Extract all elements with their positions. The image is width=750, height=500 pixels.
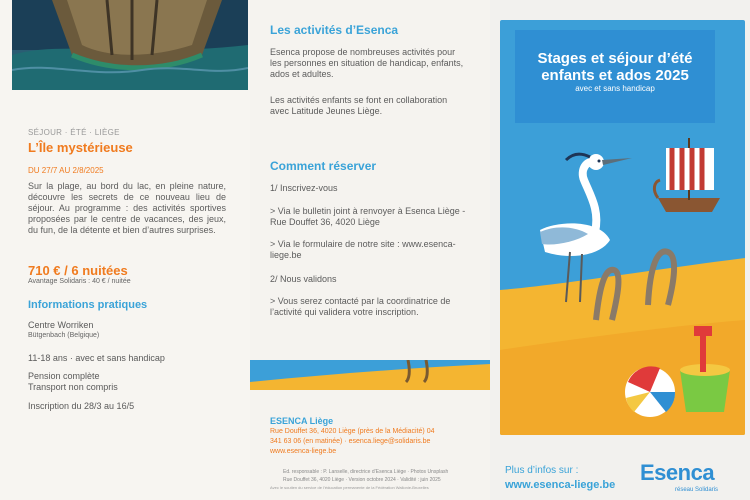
transport-info: Transport non compris (28, 382, 118, 392)
trip-description: Sur la plage, au bord du lac, en pleine nature, découvre les secrets de ce nouveau lieu de séjour. Au programme : des activités sportives proposées par le centre de vacances, des jeux, du fun, de la détente et bien d’autres surprises. (28, 181, 226, 235)
how-to-book-title: Comment réserver (270, 159, 377, 173)
cover-subtitle: avec et sans handicap (575, 84, 655, 93)
logo-wordmark: Esenca (640, 460, 715, 485)
activities-paragraph-2: Les activités enfants se font en collaboration avec Latitude Jeunes Liège. (270, 95, 448, 116)
step-2-detail: > Vous serez contacté par la coordinatrice de l’activité qui validera votre inscription. (270, 296, 451, 317)
board-info: Pension complète (28, 371, 100, 381)
place-name: Centre Worriken (28, 320, 94, 330)
cover-title-line-2: enfants et ados 2025 (541, 67, 689, 84)
activities-title: Les activités d’Esenca (270, 23, 399, 37)
age-info: 11-18 ans · avec et sans handicap (28, 353, 165, 363)
left-panel (0, 0, 250, 500)
more-info-label: Plus d’infos sur : (505, 465, 579, 476)
esenca-logo (640, 460, 735, 496)
step-1-option-a: > Via le bulletin joint à renvoyer à Esenca Liège - Rue Douffet 36, 4020 Liège (270, 206, 466, 227)
beach-strip-image (250, 360, 490, 390)
cover-title-box (515, 30, 715, 123)
trip-price: 710 € / 6 nuitées (28, 263, 128, 278)
legal-line-1: Ed. responsable : P. Lanselle, directrice d’Esenca Liège · Photos Unsplash (283, 469, 449, 475)
trip-dates: DU 27/7 AU 2/8/2025 (28, 166, 104, 175)
price-note: Avantage Solidaris : 40 € / nuitée (28, 278, 131, 285)
cover-title-line-1: Stages et séjour d’été (537, 50, 693, 67)
info-title: Informations pratiques (28, 299, 148, 311)
contact-line-1: Rue Douffet 36, 4020 Liège (près de la Médiacité) 04 (270, 428, 435, 435)
step-1-option-b: > Via le formulaire de notre site : www.esenca-liege.be (270, 239, 456, 260)
registration-info: Inscription du 28/3 au 16/5 (28, 401, 135, 411)
activities-paragraph-1: Esenca propose de nombreuses activités pour les personnes en situation de handicap, enfants, ados et adultes. (270, 47, 464, 79)
trip-title: L’Île mystérieuse (28, 140, 133, 155)
step-2: 2/ Nous validons (270, 274, 337, 284)
legal-line-2: Rue Douffet 36, 4020 Liège · Version octobre 2024 · Validité : juin 2025 (283, 477, 441, 483)
contact-title: ESENCA Liège (270, 416, 334, 426)
step-1: 1/ Inscrivez-vous (270, 183, 338, 193)
legal-line-3: Avec le soutien du service de l’éducation permanente de la Fédération Wallonie-Bruxelles (270, 485, 429, 490)
trip-eyebrow: SÉJOUR · ÉTÉ · LIÈGE (28, 128, 120, 137)
logo-tagline: réseau Solidaris (675, 487, 719, 493)
contact-website: www.esenca-liege.be (270, 448, 337, 455)
contact-line-2: 341 63 06 (en matinée) · esenca.liege@solidaris.be (270, 438, 431, 445)
place-city: Bütgenbach (Belgique) (28, 332, 100, 339)
more-info-website[interactable]: www.esenca-liege.be (505, 479, 616, 491)
boat-photo (12, 0, 248, 90)
